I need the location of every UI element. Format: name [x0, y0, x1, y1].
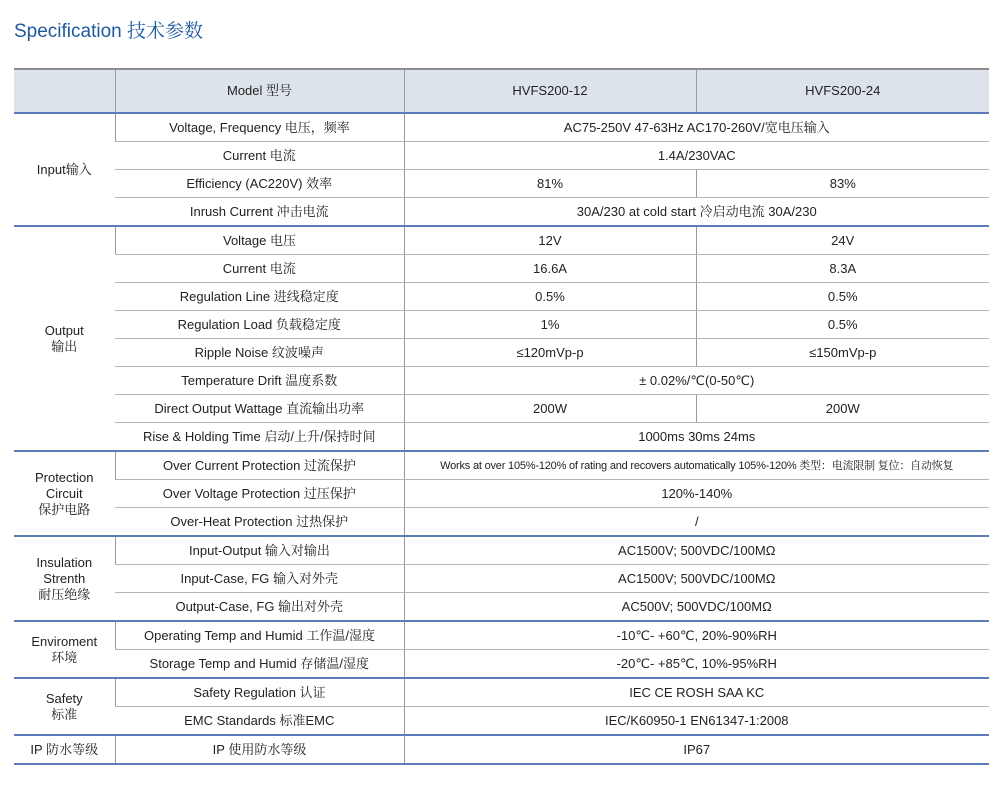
- table-row: [14, 367, 989, 395]
- parameter-value-model-a: 81%: [404, 170, 696, 198]
- parameter-value-shared: -10℃- +60℃, 20%-90%RH: [404, 621, 989, 650]
- parameter-label: Temperature Drift 温度系数: [115, 367, 404, 395]
- parameter-value-model-a: 16.6A: [404, 255, 696, 283]
- parameter-value-shared: IEC CE ROSH SAA KC: [404, 678, 989, 707]
- table-row: [14, 113, 989, 142]
- table-row: [14, 170, 989, 198]
- table-row: [14, 311, 989, 339]
- table-row: [14, 451, 989, 480]
- table-row: [14, 283, 989, 311]
- parameter-value-model-a: 1%: [404, 311, 696, 339]
- table-row: [14, 508, 989, 537]
- parameter-value-shared: IP67: [404, 735, 989, 764]
- header-model-b: HVFS200-24: [696, 69, 989, 113]
- parameter-label: Voltage, Frequency 电压，频率: [115, 113, 404, 142]
- parameter-label: Regulation Line 进线稳定度: [115, 283, 404, 311]
- table-row: [14, 226, 989, 255]
- parameter-value-model-b: ≤150mVp-p: [696, 339, 989, 367]
- table-row: [14, 735, 989, 764]
- parameter-label: IP 使用防水等级: [115, 735, 404, 764]
- group-label: Safety 标准: [14, 678, 115, 735]
- parameter-value-shared: AC500V; 500VDC/100MΩ: [404, 593, 989, 622]
- table-row: [14, 678, 989, 707]
- group-label: Output 输出: [14, 226, 115, 451]
- parameter-value-shared: IEC/K60950-1 EN61347-1:2008: [404, 707, 989, 736]
- group-label: Enviroment 环境: [14, 621, 115, 678]
- parameter-label: Over-Heat Protection 过热保护: [115, 508, 404, 537]
- table-row: [14, 650, 989, 679]
- table-row: [14, 593, 989, 622]
- table-row: [14, 339, 989, 367]
- table-header-row: [14, 69, 989, 113]
- parameter-value-shared: AC75-250V 47-63Hz AC170-260V/宽电压输入: [404, 113, 989, 142]
- table-row: [14, 536, 989, 565]
- parameter-value-model-b: 0.5%: [696, 283, 989, 311]
- parameter-value-shared: Works at over 105%-120% of rating and recovers automatically 105%-120% 类型：电流限制 复位：自动恢复: [404, 451, 989, 480]
- parameter-label: Current 电流: [115, 142, 404, 170]
- group-label: IP 防水等级: [14, 735, 115, 764]
- table-body: [14, 113, 989, 764]
- specification-table: [14, 68, 989, 765]
- table-row: [14, 565, 989, 593]
- parameter-label: Regulation Load 负载稳定度: [115, 311, 404, 339]
- table-row: [14, 707, 989, 736]
- parameter-value-model-a: 12V: [404, 226, 696, 255]
- parameter-label: Inrush Current 冲击电流: [115, 198, 404, 227]
- parameter-value-model-b: 200W: [696, 395, 989, 423]
- parameter-value-shared: 1000ms 30ms 24ms: [404, 423, 989, 452]
- parameter-label: Input-Case, FG 输入对外壳: [115, 565, 404, 593]
- parameter-value-shared: /: [404, 508, 989, 537]
- parameter-label: Output-Case, FG 输出对外壳: [115, 593, 404, 622]
- table-row: [14, 395, 989, 423]
- parameter-label: Direct Output Wattage 直流输出功率: [115, 395, 404, 423]
- group-label: Insulation Strenth 耐压绝缘: [14, 536, 115, 621]
- parameter-label: Over Voltage Protection 过压保护: [115, 480, 404, 508]
- parameter-value-shared: ± 0.02%/℃(0-50℃): [404, 367, 989, 395]
- header-model-label: Model 型号: [115, 69, 404, 113]
- parameter-label: Rise & Holding Time 启动/上升/保持时间: [115, 423, 404, 452]
- parameter-value-model-b: 0.5%: [696, 311, 989, 339]
- parameter-label: Current 电流: [115, 255, 404, 283]
- group-label: Input输入: [14, 113, 115, 226]
- parameter-label: EMC Standards 标准EMC: [115, 707, 404, 736]
- parameter-label: Voltage 电压: [115, 226, 404, 255]
- parameter-value-model-a: ≤120mVp-p: [404, 339, 696, 367]
- parameter-value-shared: 30A/230 at cold start 冷启动电流 30A/230: [404, 198, 989, 227]
- parameter-label: Operating Temp and Humid 工作温/湿度: [115, 621, 404, 650]
- parameter-value-shared: AC1500V; 500VDC/100MΩ: [404, 565, 989, 593]
- parameter-value-model-b: 8.3A: [696, 255, 989, 283]
- table-row: [14, 423, 989, 452]
- table-row: [14, 255, 989, 283]
- header-model-a: HVFS200-12: [404, 69, 696, 113]
- parameter-label: Safety Regulation 认证: [115, 678, 404, 707]
- parameter-label: Over Current Protection 过流保护: [115, 451, 404, 480]
- parameter-value-shared: 1.4A/230VAC: [404, 142, 989, 170]
- table-row: [14, 480, 989, 508]
- parameter-value-model-b: 24V: [696, 226, 989, 255]
- parameter-value-shared: -20℃- +85℃, 10%-95%RH: [404, 650, 989, 679]
- table-row: [14, 142, 989, 170]
- parameter-value-model-a: 200W: [404, 395, 696, 423]
- parameter-label: Ripple Noise 纹波噪声: [115, 339, 404, 367]
- parameter-value-model-a: 0.5%: [404, 283, 696, 311]
- group-label: Protection Circuit 保护电路: [14, 451, 115, 536]
- parameter-value-shared: AC1500V; 500VDC/100MΩ: [404, 536, 989, 565]
- parameter-value-model-b: 83%: [696, 170, 989, 198]
- parameter-label: Efficiency (AC220V) 效率: [115, 170, 404, 198]
- table-row: [14, 198, 989, 227]
- table-row: [14, 621, 989, 650]
- header-group-cell: [14, 69, 115, 113]
- page-title: Specification 技术参数: [14, 21, 204, 42]
- parameter-label: Input-Output 输入对输出: [115, 536, 404, 565]
- parameter-value-shared: 120%-140%: [404, 480, 989, 508]
- parameter-label: Storage Temp and Humid 存储温/湿度: [115, 650, 404, 679]
